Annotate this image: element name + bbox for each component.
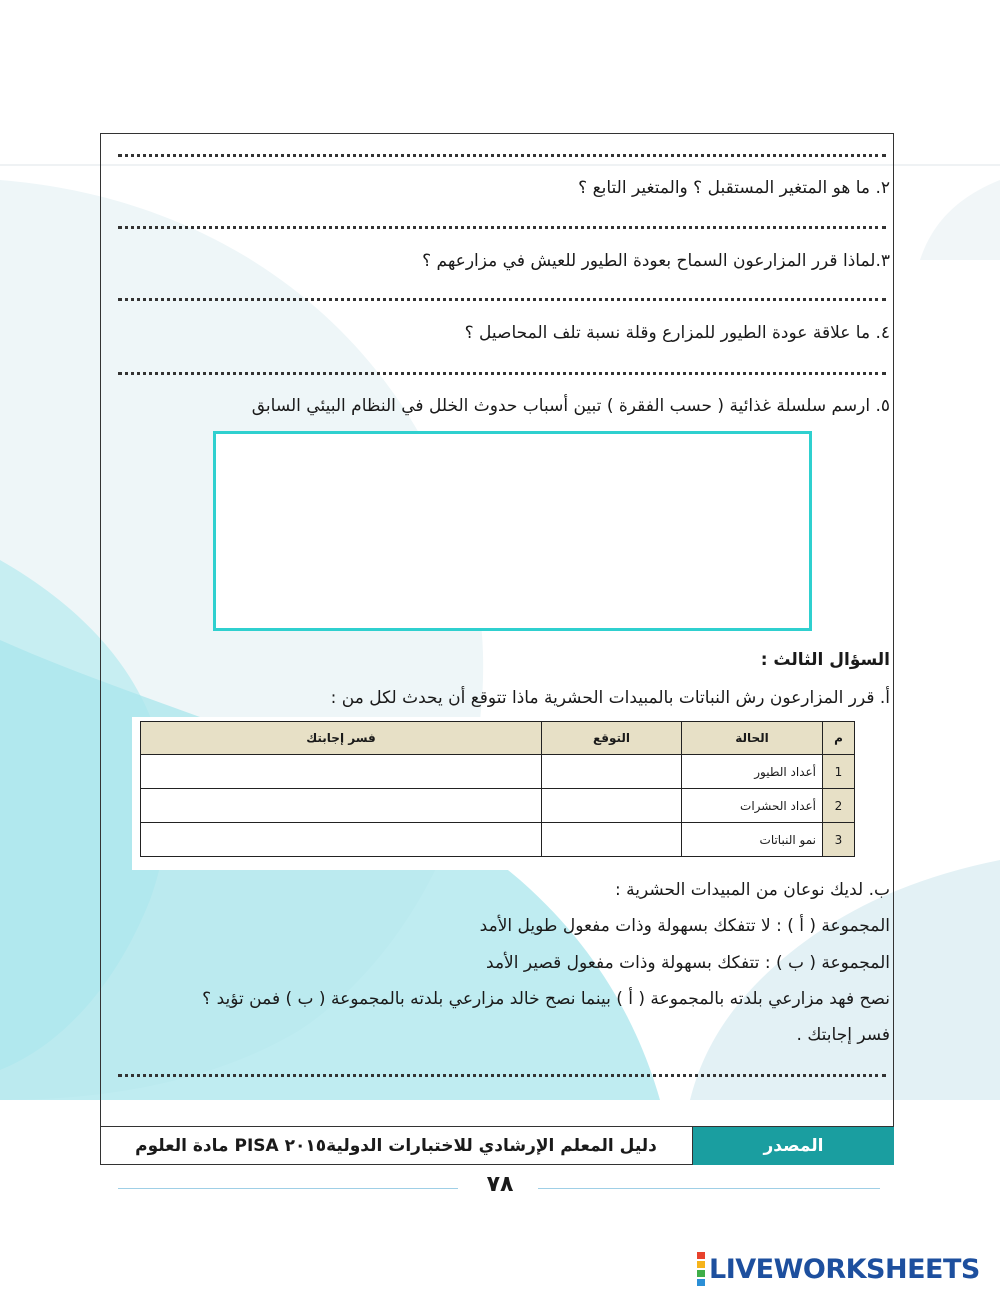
prediction-table-area — [132, 717, 862, 870]
page-number-rule-left — [118, 1188, 458, 1189]
table-row — [141, 823, 855, 857]
row-number: 1 — [823, 755, 855, 789]
food-chain-drawing-box[interactable] — [213, 431, 812, 631]
source-guide-text: دليل المعلم الإرشادي للاختبارات الدولية٢٠١٥ PISA مادة العلوم — [135, 1136, 657, 1156]
question-4: ٤. ما علاقة عودة الطيور للمزارع وقلة نسبة تلف المحاصيل ؟ — [464, 323, 890, 343]
advice-question: نصح فهد مزارعي بلدته بالمجموعة ( أ ) بينما نصح خالد مزارعي بلدته بالمجموعة ( ب ) فمن تؤيد ؟ — [202, 989, 890, 1009]
explain-prompt: فسر إجابتك . — [796, 1025, 890, 1045]
table-row — [141, 789, 855, 823]
header-case: الحالة — [682, 722, 823, 755]
row-explain-input[interactable] — [141, 789, 542, 823]
logo-icon — [697, 1251, 705, 1287]
third-question-part-b: ب. لديك نوعان من المبيدات الحشرية : — [615, 880, 890, 900]
answer-line-1[interactable] — [118, 154, 886, 157]
answer-line-5[interactable] — [118, 1074, 886, 1077]
page-number-rule-right — [538, 1188, 880, 1189]
row-expectation-input[interactable] — [542, 755, 682, 789]
header-number: م — [823, 722, 855, 755]
row-explain-input[interactable] — [141, 823, 542, 857]
answer-line-4[interactable] — [118, 372, 886, 375]
third-question-title: السؤال الثالث : — [760, 650, 890, 670]
row-explain-input[interactable] — [141, 755, 542, 789]
table-header-row — [141, 722, 855, 755]
group-b-description: المجموعة ( ب ) : تتفكك بسهولة وذات مفعول قصير الأمد — [486, 953, 890, 973]
page-number: ٧٨ — [486, 1172, 514, 1197]
row-expectation-input[interactable] — [542, 823, 682, 857]
table-row — [141, 755, 855, 789]
source-footer — [100, 1126, 894, 1165]
question-2: ٢. ما هو المتغير المستقبل ؟ والمتغير التابع ؟ — [578, 178, 890, 198]
header-expectation: التوقع — [542, 722, 682, 755]
row-case: أعداد الحشرات — [682, 789, 823, 823]
worksheet-frame — [100, 133, 894, 1165]
liveworksheets-logo — [697, 1252, 980, 1286]
row-expectation-input[interactable] — [542, 789, 682, 823]
third-question-part-a: أ. قرر المزارعون رش النباتات بالمبيدات الحشرية ماذا تتوقع أن يحدث لكل من : — [330, 688, 890, 708]
answer-line-2[interactable] — [118, 226, 886, 229]
row-case: نمو النباتات — [682, 823, 823, 857]
source-label: المصدر — [692, 1127, 894, 1165]
question-3: ٣.لماذا قرر المزارعون السماح بعودة الطيور للعيش في مزارعهم ؟ — [422, 251, 890, 271]
row-number: 2 — [823, 789, 855, 823]
row-case: أعداد الطيور — [682, 755, 823, 789]
prediction-table — [140, 721, 855, 857]
answer-line-3[interactable] — [118, 298, 886, 301]
question-5: ٥. ارسم سلسلة غذائية ( حسب الفقرة ) تبين أسباب حدوث الخلل في النظام البيئي السابق — [251, 396, 890, 416]
header-explain: فسر إجابتك — [141, 722, 542, 755]
logo-text: LIVEWORKSHEETS — [709, 1253, 980, 1285]
group-a-description: المجموعة ( أ ) : لا تتفكك بسهولة وذات مفعول طويل الأمد — [479, 916, 890, 936]
row-number: 3 — [823, 823, 855, 857]
